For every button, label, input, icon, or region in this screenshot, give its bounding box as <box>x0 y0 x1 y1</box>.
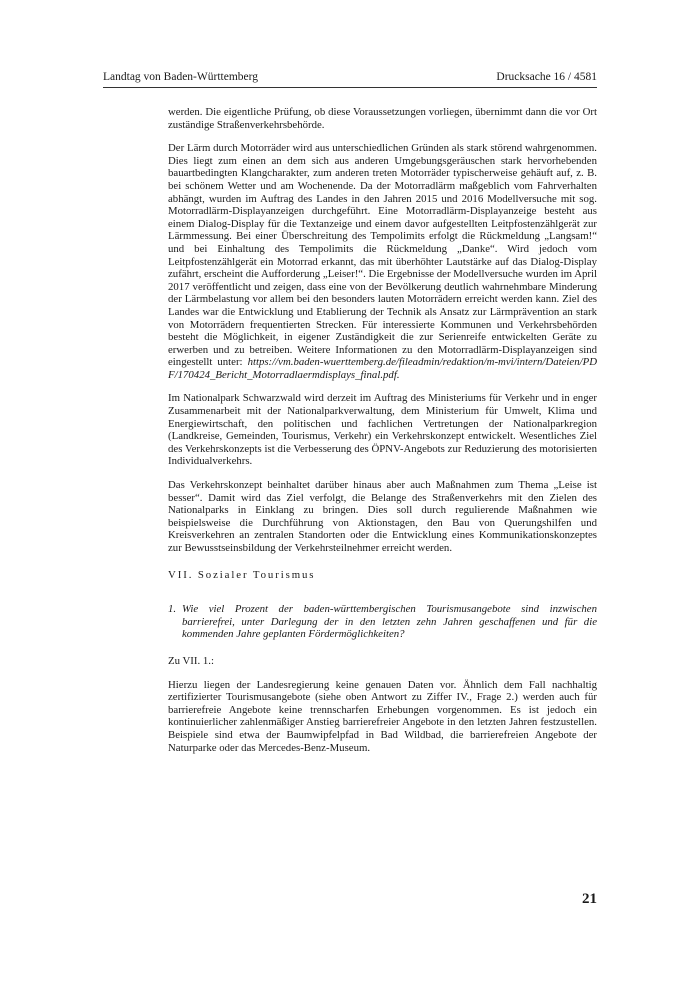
header-divider <box>103 87 597 88</box>
page-body <box>168 106 597 765</box>
question-number: 1. <box>168 603 177 616</box>
paragraph-traffic-concept: Das Verkehrskonzept beinhaltet darüber hinaus aber auch Maßnahmen zum Thema „Leise ist besser“. Damit wird das Ziel verfolgt, die Belange des Straßenverkehrs mit den Zielen des Nationalparks in Einklang zu bringen. Dies soll durch regulierende Maßnahmen wie beispielsweise die Durchführung von Aktionstagen, den Bau von Querungshilfen und Kreisverkehren an zentralen Standorten oder die Entwicklung eines Kommunikationskonzeptes zur Bewusstseinsbildung der Verkehrsteilnehmer erreicht werden. <box>168 479 597 554</box>
reference-link[interactable]: https://vm.baden-wuerttemberg.de/fileadmin/redaktion/m-mvi/intern/Dateien/PDF/170424_Bericht_Motorradlaermdisplays_final.pdf. <box>168 356 597 381</box>
paragraph-continuation: werden. Die eigentliche Prüfung, ob diese Voraussetzungen vorliegen, übernimmt dann die vor Ort zuständige Straßenverkehrsbehörde. <box>168 106 597 131</box>
answer-text: Hierzu liegen der Landesregierung keine genauen Daten vor. Ähnlich dem Fall nachhaltig zertifizierter Tourismusangebote (siehe oben Antwort zu Ziffer IV., Frage 2.) werden auch für barrierefreie Angebote keine trennscharfen Erhebungen vorgenommen. Es ist jedoch ein kontinuierlicher zahlenmäßiger Anstieg barrierefreier Angebote in den letzten Jahren festzustellen. Beispiele sind etwa der Baumwipfelpfad in Bad Wildbad, die barrierefreien Angebote der Naturparke oder das Mercedes-Benz-Museum. <box>168 678 597 754</box>
header-document-number: Drucksache 16 / 4581 <box>496 71 597 83</box>
question-block <box>168 603 597 641</box>
page-number: 21 <box>582 891 597 907</box>
paragraph-national-park: Im Nationalpark Schwarzwald wird derzeit im Auftrag des Ministeriums für Verkehr und in enger Zusammenarbeit mit der Nationalparkverwaltung, dem Ministerium für Umwelt, Klima und Energiewirtschaft, den politischen und fachlichen Vertretungen der Nationalparkregion (Landkreise, Gemeinden, Tourismus, Verkehr) ein Verkehrskonzept entwickelt. Wesentliches Ziel des Verkehrskonzepts ist die Verbesserung des ÖPNV-Angebots zur Reduzierung des motorisierten Individualverkehrs. <box>168 392 597 468</box>
paragraph-motorcycle-noise-text: Der Lärm durch Motorräder wird aus unterschiedlichen Gründen als stark störend wahrgenommen. Dies liegt zum einen an dem sich aus anderen Umgebungsgeräuschen stark hervorhebenden bauartbedingten Klangcharakter, zum anderen treten Motorräder typischerweise gehäuft auf, z. B. bei schönem Wetter und am Wochenende. Da der Motorradlärm maßgeblich vom Fahrverhalten abhängt, wurden im Auftrag des Landes in den Jahren 2015 und 2016 Modellversuche mit sog. Motorradlärm-Displayanzeigen durchgeführt. Eine Motorradlärm-Displayanzeige besteht aus einem Dialog-Display für die Textanzeige und einem davor aufgestellten Leitpfostenzählgerät zur Lärmmessung. Bei einer Überschreitung des Tempolimits erfolgt die Rückmeldung „Langsam!“ und bei Einhaltung des Tempolimits die Rückmeldung „Danke“. Wird jedoch vom Leitpfostenzählgerät ein Motorrad erkannt, das mit überhöhter Lautstärke auf das Dialog-Display zufährt, erscheint die Aufforderung „Leiser!“. Die Ergebnisse der Modellversuche wurden im April 2017 veröffentlicht und zeigen, dass eine von der Bevölkerung deutlich wahrnehmbare Minderung der Lärmbelastung vor allem bei den besonders lauten Motorrädern erreicht werden kann. Ziel des Landes war die Entwicklung und Etablierung der Technik als Ansatz zur Lärmprävention an stark von Motorrädern frequentierten Strecken. Für interessierte Kommunen und Verkehrsbehörden besteht die Möglichkeit, in eigener Zuständigkeit die zur Serienreife entwickelten Geräte zu erwerben und zu betreiben. Weitere Informationen zu den Motorradlärm-Displayanzeigen sind eingestellt unter: <box>168 142 597 369</box>
running-header <box>103 70 597 84</box>
question-text: Wie viel Prozent der baden-württembergischen Tourismusangebote sind inzwischen barrierefrei, unter Darlegung der in den letzten zehn Jahren geschaffenen und für die kommenden Jahre geplanten Fördermöglichkeiten? <box>182 603 597 641</box>
header-institution: Landtag von Baden-Württemberg <box>103 71 258 83</box>
answer-label: Zu VII. 1.: <box>168 654 214 667</box>
section-heading: VII. Sozialer Tourismus <box>168 568 316 581</box>
paragraph-motorcycle-noise <box>168 142 597 381</box>
